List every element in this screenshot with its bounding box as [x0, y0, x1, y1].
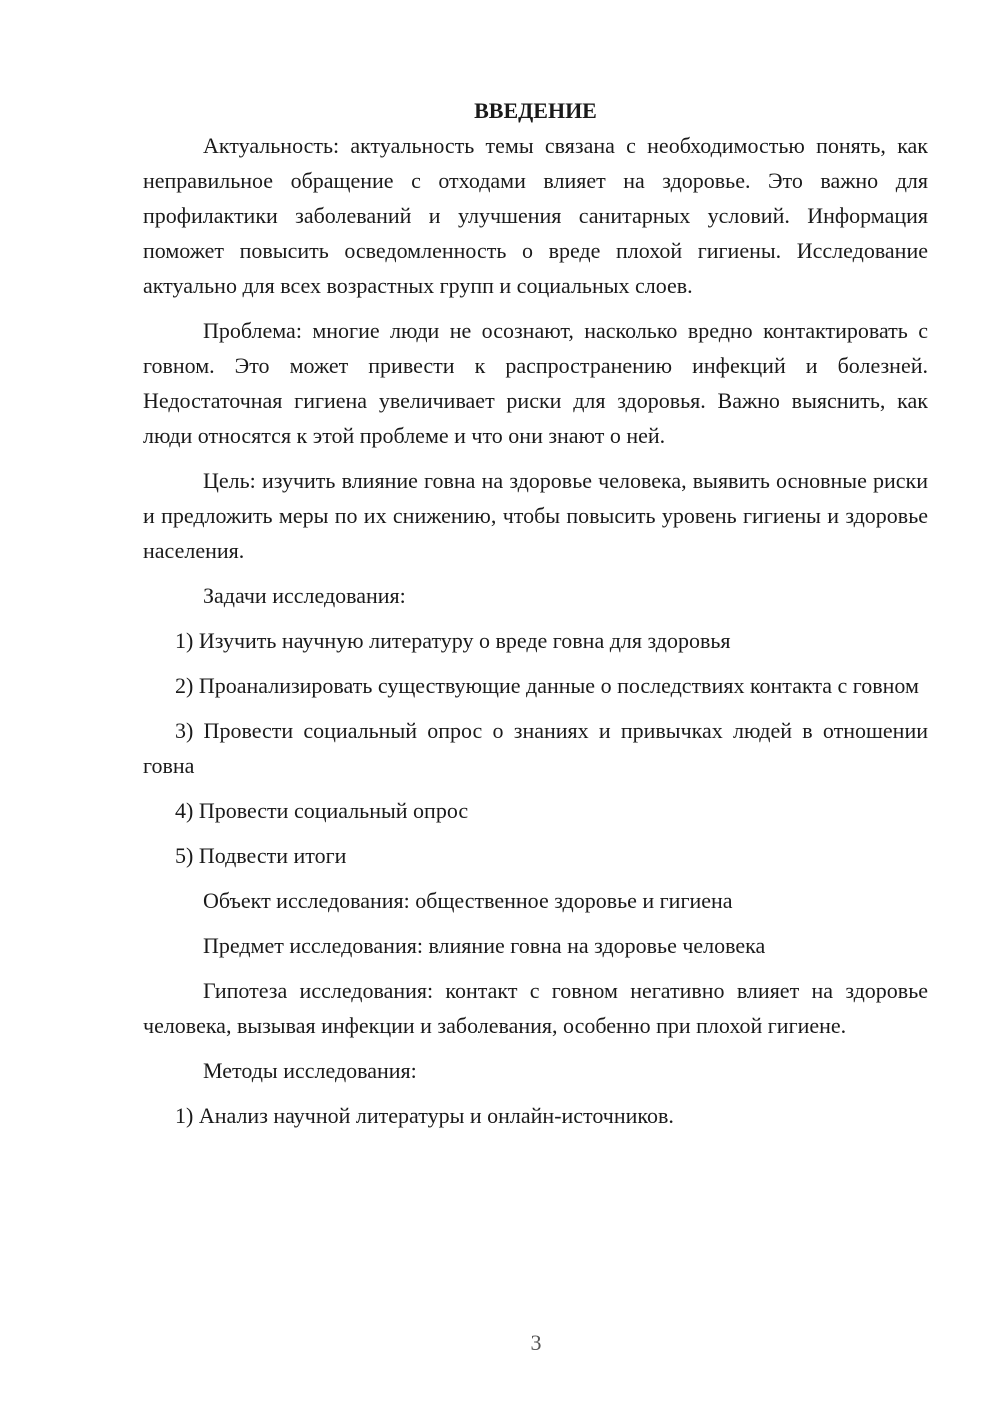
task-item-3: 3) Провести социальный опрос о знаниях и привычках людей в отношении говна — [143, 718, 928, 778]
section-title: ВВЕДЕНИЕ — [474, 98, 597, 123]
page-number: 3 — [530, 1330, 542, 1355]
method-item-1: 1) Анализ научной литературы и онлайн-источников. — [175, 1103, 674, 1128]
task-item-4: 4) Провести социальный опрос — [175, 798, 469, 823]
research-subject: Предмет исследования: влияние говна на здоровье человека — [203, 933, 766, 958]
page-content — [143, 93, 928, 1143]
goal-paragraph: Цель: изучить влияние говна на здоровье человека, выявить основные риски и предложить меры по их снижению, чтобы повысить уровень гигиены и здоровье населения. — [143, 468, 928, 563]
tasks-heading: Задачи исследования: — [203, 583, 406, 608]
hypothesis-paragraph: Гипотеза исследования: контакт с говном негативно влияет на здоровье человека, вызывая инфекции и заболевания, особенно при плохой гигиене. — [143, 978, 928, 1038]
task-item-2: 2) Проанализировать существующие данные о последствиях контакта с говном — [175, 673, 919, 698]
task-item-5: 5) Подвести итоги — [175, 843, 347, 868]
task-item-1: 1) Изучить научную литературу о вреде говна для здоровья — [175, 628, 731, 653]
problem-paragraph: Проблема: многие люди не осознают, насколько вредно контактировать с говном. Это может привести к распространению инфекций и болезней. Недостаточная гигиена увеличивает риски для здоровья. Важно выяснить, как люди относятся к этой проблеме и что они знают о ней. — [143, 318, 928, 448]
methods-heading: Методы исследования: — [203, 1058, 417, 1083]
relevance-paragraph: Актуальность: актуальность темы связана с необходимостью понять, как неправильное обращение с отходами влияет на здоровье. Это важно для профилактики заболеваний и улучшения санитарных условий. Информация поможет повысить осведомленность о вреде плохой гигиены. Исследование актуально для всех возрастных групп и социальных слоев. — [143, 133, 928, 298]
research-object: Объект исследования: общественное здоровье и гигиена — [203, 888, 733, 913]
